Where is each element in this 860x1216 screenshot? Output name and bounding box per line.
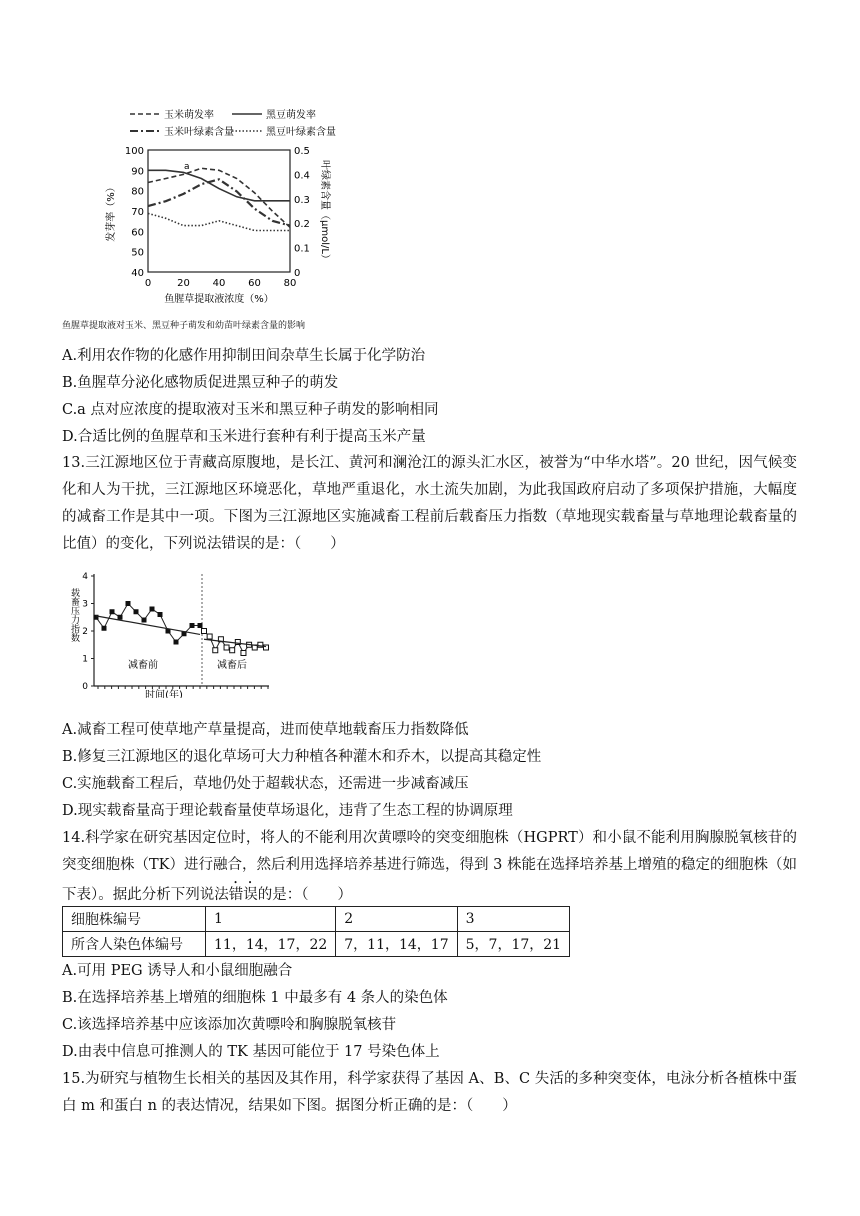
y-left-tick-label: 100	[124, 146, 144, 157]
y-left-tick-label: 70	[131, 207, 144, 218]
data-point	[264, 645, 269, 650]
y-tick-label: 4	[82, 572, 88, 582]
table-cell: 7，11，14，17	[336, 932, 457, 957]
series-line	[148, 213, 290, 230]
data-point	[94, 615, 99, 620]
cell-line-table	[62, 906, 570, 957]
plot-frame	[148, 150, 290, 272]
point-a-label: a	[184, 162, 190, 172]
germination-chart-svg	[100, 100, 440, 340]
y-right-tick-label: 0.4	[294, 170, 310, 182]
table-header-cell: 1	[206, 907, 336, 932]
y-right-tick-label: 0.2	[294, 219, 310, 231]
y-tick-label: 0	[82, 682, 88, 692]
y-tick-label: 2	[82, 627, 88, 637]
x-tick-label: 80	[283, 278, 297, 289]
data-point	[158, 612, 163, 617]
x-axis-label: 时间(年)	[145, 690, 183, 698]
data-point	[150, 607, 155, 612]
data-point	[241, 651, 246, 656]
table-header-cell: 3	[457, 907, 569, 932]
table-header-cell: 细胞株编号	[63, 907, 206, 932]
data-point	[207, 634, 212, 639]
y-left-axis-label: 发芽率（%）	[106, 182, 117, 242]
x-tick-label: 40	[212, 278, 226, 289]
data-point	[224, 645, 229, 650]
y-right-tick-label: 0.1	[294, 243, 310, 255]
table-row	[63, 907, 570, 932]
data-point	[118, 615, 123, 620]
y-tick-label: 1	[82, 654, 88, 665]
grazing-pressure-chart-svg	[64, 566, 284, 698]
data-point	[110, 609, 115, 614]
before-label: 减畜前	[128, 660, 158, 671]
q13-stem: 13.三江源地区位于青藏高原腹地，是长江、黄河和澜沧江的源头汇水区，被誉为“中华水塔”。20 世纪，因气候变化和人为干扰，三江源地区环境恶化，草地严重退化，水土流失加剧，为此我国政府启动了多项保护措施，大幅度的减畜工作是其中一项。下图为三江源地区实施减畜工程前后载畜压力指数（草地现实载畜量与草地理论载畜量的比值）的变化，下列说法错误的是：（ ）	[62, 455, 797, 552]
trend-line	[96, 616, 200, 635]
legend-label: 玉米萌发率	[164, 110, 214, 121]
y-right-tick-label: 0.5	[294, 146, 310, 157]
figure1-caption: 鱼腥草提取液对玉米、黑豆种子萌发和幼苗叶绿素含量的影响	[62, 321, 306, 331]
y-left-tick-label: 90	[131, 166, 144, 178]
data-point	[230, 648, 235, 653]
table-row	[63, 932, 570, 957]
data-point	[202, 629, 207, 634]
q13-option-d: D.现实载畜量高于理论载畜量使草场退化，违背了生态工程的协调原理	[62, 803, 513, 819]
y-left-tick-label: 40	[131, 268, 144, 279]
x-tick-label: 20	[177, 278, 190, 289]
data-point	[174, 640, 179, 645]
table-cell: 所含人染色体编号	[63, 932, 206, 957]
q13-option-c: C.实施载畜工程后，草地仍处于超载状态，还需进一步减畜减压	[62, 776, 469, 792]
q14-option-c: C.该选择培养基中应该添加次黄嘌呤和胸腺脱氧核苷	[62, 1017, 397, 1033]
chart-legend	[130, 108, 336, 138]
y-left-tick-label: 60	[131, 227, 144, 239]
q13-option-a: A.减畜工程可使草地产草量提高，进而使草地载畜压力指数降低	[62, 722, 469, 738]
figure-grazing-pressure-chart	[64, 566, 284, 698]
y-left-tick-label: 80	[131, 186, 144, 198]
data-point	[126, 601, 131, 606]
legend-label: 黑豆萌发率	[266, 110, 316, 121]
y-left-tick-label: 50	[131, 247, 144, 259]
table-cell: 5，7，17，21	[457, 932, 569, 957]
legend-label: 黑豆叶绿素含量	[266, 127, 336, 138]
figure-germination-chart	[100, 100, 440, 340]
q12-option-b: B.鱼腥草分泌化感物质促进黑豆种子的萌发	[62, 375, 339, 391]
y-right-axis-label: 叶绿素含量（μmol/L）	[319, 160, 330, 264]
data-point	[142, 618, 147, 623]
data-point	[190, 623, 195, 628]
y-tick-label: 3	[82, 599, 88, 610]
x-axis-label: 鱼腥草提取液浓度（%）	[164, 294, 274, 305]
q14-option-a: A.可用 PEG 诱导人和小鼠细胞融合	[62, 963, 293, 979]
q14-stem-text: 14.科学家在研究基因定位时，将人的不能利用次黄嘌呤的突变细胞株（HGPRT）和小鼠不能利用胸腺脱氧核苷的突变细胞株（TK）进行融合，然后利用选择培养基进行筛选，得到 3 株能在选择培养基上增殖的稳定的细胞株（如下表）。据此分析下列说法	[62, 830, 797, 903]
table-header-cell: 2	[336, 907, 457, 932]
q13-option-b: B.修复三江源地区的退化草场可大力种植各种灌木和乔木，以提高其稳定性	[62, 749, 542, 765]
q15-stem: 15.为研究与植物生长相关的基因及其作用，科学家获得了基因 A、B、C 失活的多种突变体，电泳分析各植株中蛋白 m 和蛋白 n 的表达情况，结果如下图。据图分析正确的是：（ ）	[62, 1071, 797, 1114]
q14-stem	[62, 825, 797, 909]
x-tick-label: 60	[248, 278, 261, 289]
q14-option-d: D.由表中信息可推测人的 TK 基因可能位于 17 号染色体上	[62, 1044, 440, 1060]
table-cell: 11，14，17，22	[206, 932, 336, 957]
q14-stem-emphasis: 错误	[228, 887, 258, 903]
series-line	[148, 170, 290, 201]
q14-stem-end: 的是：（ ）	[257, 887, 352, 903]
data-point	[213, 648, 218, 653]
q14-option-b: B.在选择培养基上增殖的细胞株 1 中最多有 4 条人的染色体	[62, 990, 448, 1006]
y-right-tick-label: 0	[294, 268, 301, 279]
q12-option-a: A.利用农作物的化感作用抑制田间杂草生长属于化学防治	[62, 348, 426, 364]
x-tick-label: 0	[144, 278, 152, 289]
data-point	[134, 609, 139, 614]
q12-option-d: D.合适比例的鱼腥草和玉米进行套种有利于提高玉米产量	[62, 429, 426, 445]
data-point	[102, 626, 107, 631]
series-line	[148, 179, 290, 225]
legend-label: 玉米叶绿素含量	[164, 127, 234, 138]
y-right-tick-label: 0.3	[294, 194, 310, 206]
data-point	[198, 623, 203, 628]
q12-option-c: C.a 点对应浓度的提取液对玉米和黑豆种子萌发的影响相同	[62, 402, 439, 418]
y-axis-label: 载畜压力指数	[69, 588, 79, 642]
after-label: 减畜后	[217, 660, 247, 671]
